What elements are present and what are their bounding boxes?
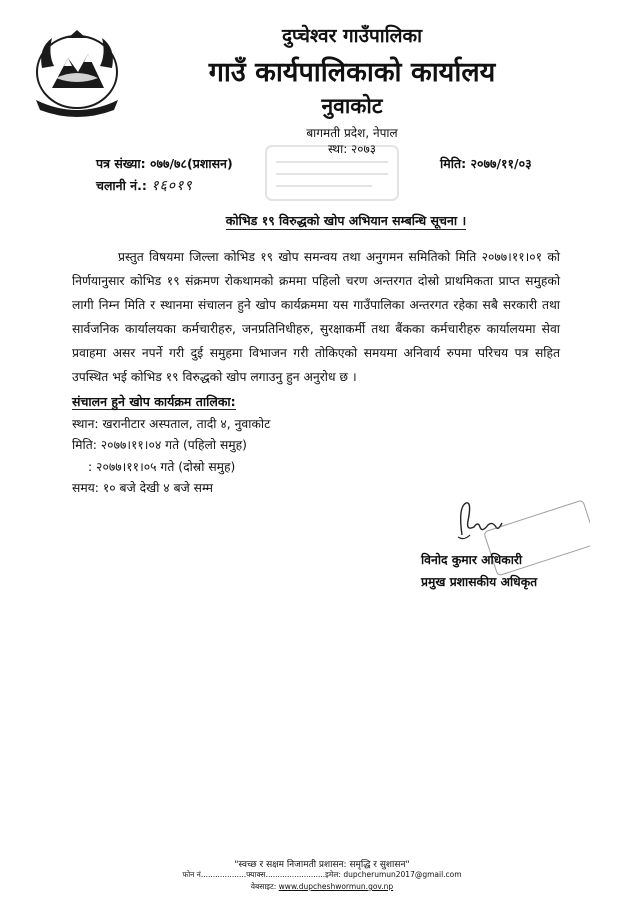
schedule-title xyxy=(72,393,236,410)
footer-website xyxy=(0,882,644,892)
subject-text: कोभिड १९ विरुद्धको खोप अभियान सम्बन्धि सूचना । xyxy=(225,213,467,228)
signer-name: विनोद कुमार अधिकारी xyxy=(421,553,523,567)
letter-date xyxy=(440,155,532,172)
dispatch-value: १६०१९ xyxy=(151,178,193,194)
stamp-icon xyxy=(262,138,402,208)
date-value: २०७७/११/०३ xyxy=(470,156,532,171)
municipality-name: दुप्चेश्वर गाउँपालिका xyxy=(281,25,423,47)
dispatch-label: चलानी नं.: xyxy=(96,178,147,193)
schedule-date-group2: : २०७७।११।०५ गते (दोस्रो समुह) xyxy=(88,460,236,474)
footer-motto: "स्वच्छ र सक्षम निजामती प्रशासन: समृद्धि र सुशासन" xyxy=(234,860,410,870)
reference-label: पत्र संख्या: xyxy=(96,156,146,171)
body-paragraph: प्रस्तुत विषयमा जिल्ला कोभिड १९ खोप समन्वय तथा अनुगमन समितिको मिति २०७७।११।०१ को निर्णयानुसार कोभिड १९ संक्रमण रोकथामको क्रममा पहिलो चरण अन्तरगत दोस्रो प्राथमिकता प्राप्त समुहको लागी निम्न मिति र स्थानमा संचालन हुने खोप कार्यक्रममा यस गाउँपालिका अन्तरगत रहेका सबै सरकारी तथा सार्वजनिक कार्यालयका कर्मचारीहरु, जनप्रतिनिधीहरु, सुरक्षाकर्मी तथा बैंकका कर्मचारीहरु कार्यालयमा सेवा प्रवाहमा असर नपर्ने गरी दुई समुहमा विभाजन गरी तोकिएको समयमा अनिवार्य रुपमा परिचय पत्र सहित उपस्थित भई कोभिड १९ विरुद्धको खोप लगाउनु हुन अनुरोध छ । xyxy=(72,250,560,384)
footer-contact: फोन नं...................फ्याक्स.........................इमेल: dupcherumun2017@gmail.com xyxy=(182,870,462,879)
schedule-title-text: संचालन हुने खोप कार्यक्रम तालिका: xyxy=(72,394,236,409)
office-name: गाउँ कार्यपालिकाको कार्यालय xyxy=(208,57,496,88)
office-stamp-faint xyxy=(262,138,402,208)
date-label: मिति: xyxy=(440,156,467,171)
dispatch-number xyxy=(96,176,193,195)
signer-title: प्रमुख प्रशासकीय अधिकृत xyxy=(421,575,538,589)
website-link[interactable]: www.dupcheshwormun.gov.np xyxy=(278,882,394,891)
reference-number xyxy=(96,155,233,172)
established-year: स्था: २०७३ xyxy=(327,142,377,156)
district-name: नुवाकोट xyxy=(321,94,383,118)
subject-line xyxy=(96,212,596,229)
schedule-time: समय: १० बजे देखी ४ बजे सम्म xyxy=(72,481,213,495)
website-label: वेबसाइट: xyxy=(250,882,277,891)
reference-value: ०७७/७८(प्रशासन) xyxy=(149,156,233,171)
schedule-location: स्थान: खरानीटार अस्पताल, तादी ४, नुवाकोट xyxy=(72,417,271,431)
schedule-date-group1: मिति: २०७७।११।०४ गते (पहिलो समुह) xyxy=(72,438,247,452)
province-name: बागमती प्रदेश, नेपाल xyxy=(306,126,398,140)
